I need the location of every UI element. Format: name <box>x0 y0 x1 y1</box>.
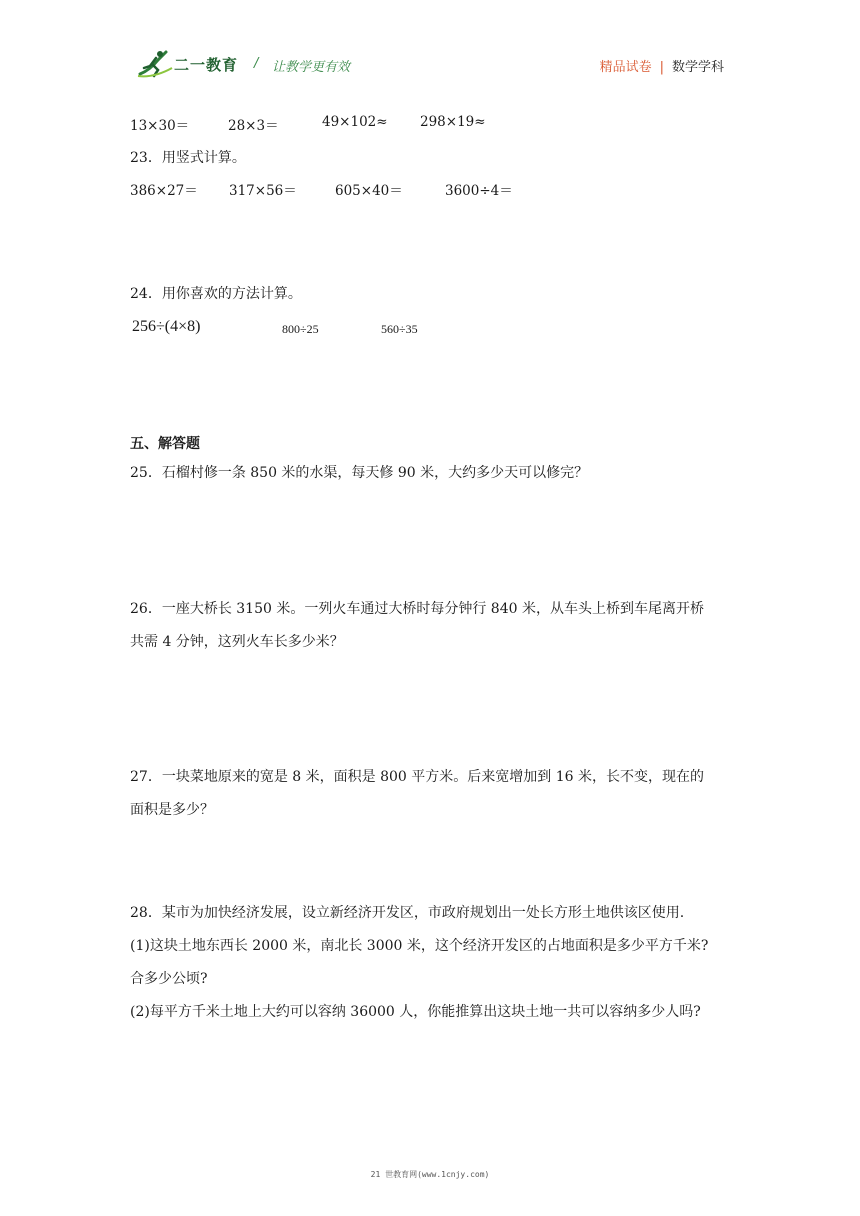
q26-line: 共需 4 分钟，这列火车长多少米？ <box>130 634 344 650</box>
tag-premium: 精品试卷 <box>599 60 652 75</box>
estimate-item: 49×102≈ <box>322 114 388 130</box>
q28-line: 合多少公顷? <box>130 971 208 987</box>
logo-text: 二一教育 <box>174 57 239 74</box>
q28-line: (2)每平方千米土地上大约可以容纳 36000 人，你能推算出这块土地一共可以容纳多少人吗? <box>130 1004 701 1020</box>
estimate-item: 298×19≈ <box>420 114 486 130</box>
page-footer: 21 世教育网(www.1cnjy.com) <box>370 1170 490 1179</box>
q23-item: 317×56＝ <box>229 183 297 199</box>
q23-item: 3600÷4＝ <box>445 183 513 199</box>
slogan: 让教学更有效 <box>272 60 351 75</box>
q24-item: 800÷25 <box>282 322 319 336</box>
logo <box>136 48 246 80</box>
q25-text: 25．石榴村修一条 850 米的水渠，每天修 90 米，大约多少天可以修完？ <box>130 465 589 481</box>
q24-title: 24．用你喜欢的方法计算。 <box>130 286 302 302</box>
page-header <box>132 48 732 84</box>
tag-subject: 数学学科 <box>671 60 724 75</box>
q26-line: 26．一座大桥长 3150 米。一列火车通过大桥时每分钟行 840 米，从车头上桥到车尾离开桥 <box>130 601 704 617</box>
tag-separator: | <box>659 60 664 75</box>
q28-line: (1)这块土地东西长 2000 米，南北长 3000 米，这个经济开发区的占地面积是多少平方千米? <box>130 938 709 954</box>
slogan-separator: / <box>254 56 259 71</box>
q23-item: 605×40＝ <box>335 183 403 199</box>
q23-title: 23．用竖式计算。 <box>130 150 246 166</box>
q24-item: 256÷(4×8) <box>132 318 201 335</box>
runner-logo-icon <box>136 48 176 80</box>
header-tags <box>600 56 724 75</box>
estimate-item: 13×30＝ <box>130 118 190 134</box>
q24-item: 560÷35 <box>381 322 418 336</box>
q27-line: 面积是多少？ <box>130 802 214 818</box>
estimate-item: 28×3＝ <box>228 118 279 134</box>
q28-line: 28．某市为加快经济发展，设立新经济开发区，市政府规划出一处长方形土地供该区使用. <box>130 905 685 921</box>
q23-item: 386×27＝ <box>130 183 198 199</box>
q27-line: 27．一块菜地原来的宽是 8 米，面积是 800 平方米。后来宽增加到 16 米，长不变，现在的 <box>130 769 704 785</box>
section-title: 五、解答题 <box>130 436 200 452</box>
